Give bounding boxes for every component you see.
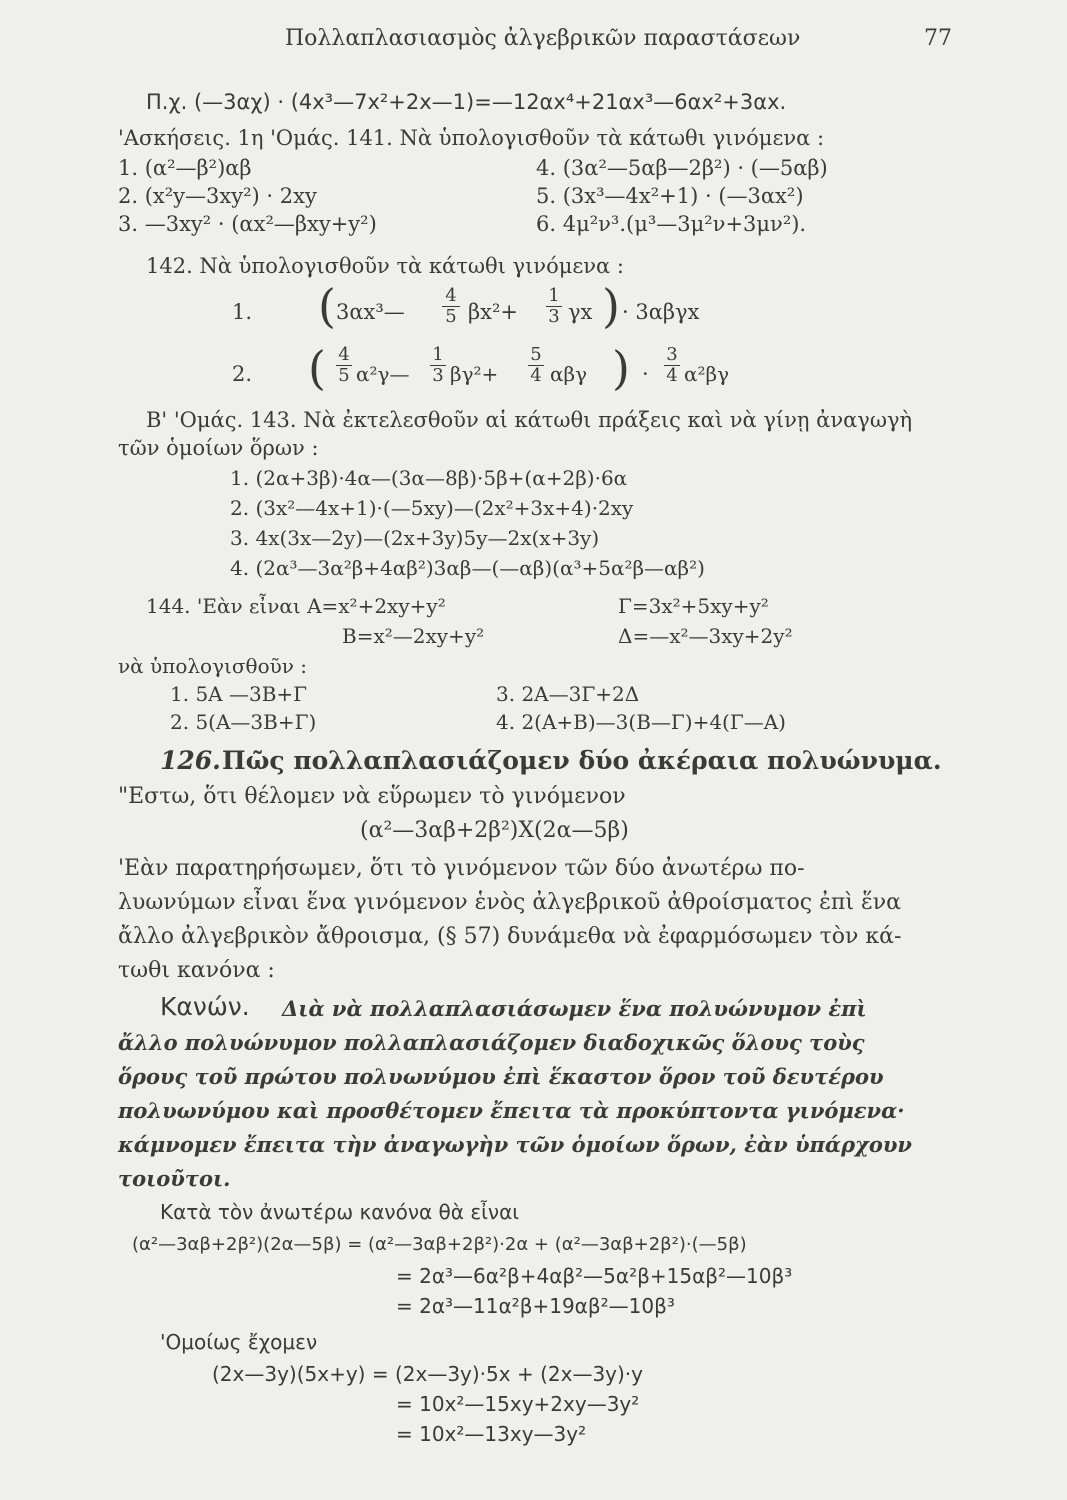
exercise-144-c: Γ=3x²+5xy+y² bbox=[618, 594, 769, 618]
exercise-144-compute: νὰ ὑπολογισθοῦν : bbox=[118, 654, 308, 678]
ex142-1-term-c: γx bbox=[568, 300, 593, 324]
ex142-2-term-a: α²γ— bbox=[356, 362, 410, 386]
ex142-2-dot: · bbox=[642, 362, 649, 386]
exercise-143-4: 4. (2α³—3α²β+4αβ²)3αβ—(—αβ)(α³+5α²β—αβ²) bbox=[230, 556, 705, 580]
ex142-2-frac-1 bbox=[336, 346, 352, 385]
frac-num: 5 bbox=[530, 344, 542, 365]
section-paragraph-4: 'Ομοίως ἔχομεν bbox=[160, 1330, 318, 1354]
ex142-1-frac-2 bbox=[546, 287, 562, 326]
ex142-1-term-a: 3αx³— bbox=[336, 300, 405, 324]
ex142-2-term-c: αβγ bbox=[550, 362, 588, 386]
frac-num: 1 bbox=[432, 344, 444, 365]
rule-line-2: ἄλλο πολυώνυμον πολλαπλασιάζομεν διαδοχικῶς ὅλους τοὺς bbox=[118, 1030, 865, 1055]
ex142-2-frac-3 bbox=[528, 346, 544, 385]
ex142-1-frac-1 bbox=[442, 287, 460, 326]
exercise-142-intro: 142. Νὰ ὑπολογισθοῦν τὰ κάτωθι γινόμενα : bbox=[146, 254, 624, 278]
left-paren: ( bbox=[318, 279, 336, 333]
section-number: 126. bbox=[160, 746, 221, 775]
ex142-2-frac-2 bbox=[430, 346, 446, 385]
rule-line-5: κάμνομεν ἔπειτα τὴν ἀναγωγὴν τῶν ὁμοίων ὅρων, ἐὰν ὑπάρχουν bbox=[118, 1132, 913, 1157]
frac-den: 3 bbox=[432, 365, 444, 386]
section-paragraph-3: Κατὰ τὸν ἀνωτέρω κανόνα θὰ εἶναι bbox=[160, 1200, 520, 1224]
calc1-line-3: = 2α³—11α²β+19αβ²—10β³ bbox=[396, 1294, 675, 1318]
exercise-144-3: 3. 2A—3Γ+2Δ bbox=[496, 682, 640, 706]
ex142-2-term-e: α²βγ bbox=[684, 362, 730, 386]
frac-den: 5 bbox=[338, 365, 350, 386]
rule-line-3: ὅρους τοῦ πρώτου πολυωνύμου ἐπὶ ἕκαστον ὅρον τοῦ δευτέρου bbox=[118, 1064, 884, 1089]
calc2-line-3: = 10x²—13xy—3y² bbox=[396, 1422, 587, 1446]
exercise-143-intro-2: τῶν ὁμοίων ὅρων : bbox=[118, 436, 319, 460]
frac-num: 3 bbox=[666, 344, 678, 365]
exercise-141-4: 4. (3α²—5αβ—2β²) · (—5αβ) bbox=[536, 156, 828, 180]
section-title: Πῶς πολλαπλασιάζομεν δύο ἀκέραια πολυώνυμα. bbox=[222, 746, 942, 775]
rule-label: Κανών. bbox=[160, 992, 250, 1021]
example-line: Π.χ. (—3αχ) · (4x³—7x²+2x—1)=—12αx⁴+21αx³—6αx²+3αx. bbox=[146, 90, 787, 114]
running-header-title: Πολλαπλασιασμὸς ἀλγεβρικῶν παραστάσεων bbox=[285, 26, 801, 51]
exercise-141-2: 2. (x²y—3xy²) · 2xy bbox=[118, 184, 317, 208]
ex142-1-factor: · 3αβγx bbox=[622, 300, 700, 324]
exercise-143-1: 1. (2α+3β)·4α—(3α—8β)·5β+(α+2β)·6α bbox=[230, 466, 628, 490]
rule-line-6: τοιοῦτοι. bbox=[118, 1166, 231, 1191]
exercise-141-1: 1. (α²—β²)αβ bbox=[118, 156, 252, 180]
exercise-144-2: 2. 5(A—3B+Γ) bbox=[170, 710, 317, 734]
calc2-line-1: (2x—3y)(5x+y) = (2x—3y)·5x + (2x—3y)·y bbox=[212, 1362, 643, 1386]
exercise-144-4: 4. 2(A+B)—3(B—Γ)+4(Γ—A) bbox=[496, 710, 786, 734]
rule-line-4: πολυωνύμου καὶ προσθέτομεν ἔπειτα τὰ προκύπτοντα γινόμενα· bbox=[118, 1098, 905, 1123]
exercise-143-intro: Β' 'Ομάς. 143. Νὰ ἐκτελεσθοῦν αἱ κάτωθι πράξεις καὶ νὰ γίνῃ ἀναγωγὴ bbox=[146, 408, 913, 432]
page-number: 77 bbox=[924, 26, 952, 51]
section-paragraph-2-line-2: λυωνύμων εἶναι ἕνα γινόμενον ἑνὸς ἀλγεβρικοῦ ἀθροίσματος ἐπὶ ἕνα bbox=[118, 890, 902, 915]
ex142-2-frac-4 bbox=[664, 346, 680, 385]
section-paragraph-2-line-4: τωθι κανόνα : bbox=[118, 958, 275, 983]
calc2-line-2: = 10x²—15xy+2xy—3y² bbox=[396, 1392, 640, 1416]
frac-den: 4 bbox=[530, 365, 542, 386]
frac-num: 4 bbox=[445, 285, 457, 306]
section-paragraph-2-line-1: 'Εὰν παρατηρήσωμεν, ὅτι τὸ γινόμενον τῶν δύο ἀνωτέρω πο- bbox=[118, 856, 805, 881]
frac-den: 4 bbox=[666, 365, 678, 386]
frac-den: 3 bbox=[548, 306, 560, 327]
frac-den: 5 bbox=[445, 306, 457, 327]
calc1-line-1: (α²—3αβ+2β²)(2α—5β) = (α²—3αβ+2β²)·2α + (α²—3αβ+2β²)·(—5β) bbox=[132, 1234, 747, 1255]
right-paren: ) bbox=[602, 279, 620, 333]
ex142-1-number: 1. bbox=[232, 300, 253, 324]
exercise-143-2: 2. (3x²—4x+1)·(—5xy)—(2x²+3x+4)·2xy bbox=[230, 496, 634, 520]
section-paragraph-2-line-3: ἄλλο ἀλγεβρικὸν ἄθροισμα, (§ 57) δυνάμεθα νὰ ἐφαρμόσωμεν τὸν κά- bbox=[118, 924, 902, 949]
left-paren: ( bbox=[308, 341, 326, 395]
exercise-141-3: 3. —3xy² · (αx²—βxy+y²) bbox=[118, 212, 377, 236]
exercise-141-6: 6. 4μ²ν³.(μ³—3μ²ν+3μν²). bbox=[536, 212, 807, 236]
ex142-2-number: 2. bbox=[232, 362, 253, 386]
ex142-1-term-b: βx²+ bbox=[468, 300, 518, 324]
frac-num: 1 bbox=[548, 285, 560, 306]
exercise-141-5: 5. (3x³—4x²+1) · (—3αx²) bbox=[536, 184, 804, 208]
exercise-144-b: B=x²—2xy+y² bbox=[342, 624, 485, 648]
section-product: (α²—3αβ+2β²)X(2α—5β) bbox=[360, 818, 629, 843]
ex142-2-term-b: βγ²+ bbox=[450, 362, 499, 386]
section-paragraph-1: "Εστω, ὅτι θέλομεν νὰ εὕρωμεν τὸ γινόμενον bbox=[118, 784, 626, 809]
rule-line-1: Διὰ νὰ πολλαπλασιάσωμεν ἕνα πολυώνυμον ἐπὶ bbox=[282, 996, 867, 1021]
exercise-144-a: 144. 'Εὰν εἶναι A=x²+2xy+y² bbox=[146, 594, 446, 618]
right-paren: ) bbox=[612, 341, 630, 395]
exercises-intro: 'Ασκήσεις. 1η 'Ομάς. 141. Νὰ ὑπολογισθοῦν τὰ κάτωθι γινόμενα : bbox=[118, 126, 825, 150]
exercise-143-3: 3. 4x(3x—2y)—(2x+3y)5y—2x(x+3y) bbox=[230, 526, 600, 550]
frac-num: 4 bbox=[338, 344, 350, 365]
exercise-144-d: Δ=—x²—3xy+2y² bbox=[618, 624, 793, 648]
exercise-144-1: 1. 5A —3B+Γ bbox=[170, 682, 308, 706]
calc1-line-2: = 2α³—6α²β+4αβ²—5α²β+15αβ²—10β³ bbox=[396, 1264, 793, 1288]
